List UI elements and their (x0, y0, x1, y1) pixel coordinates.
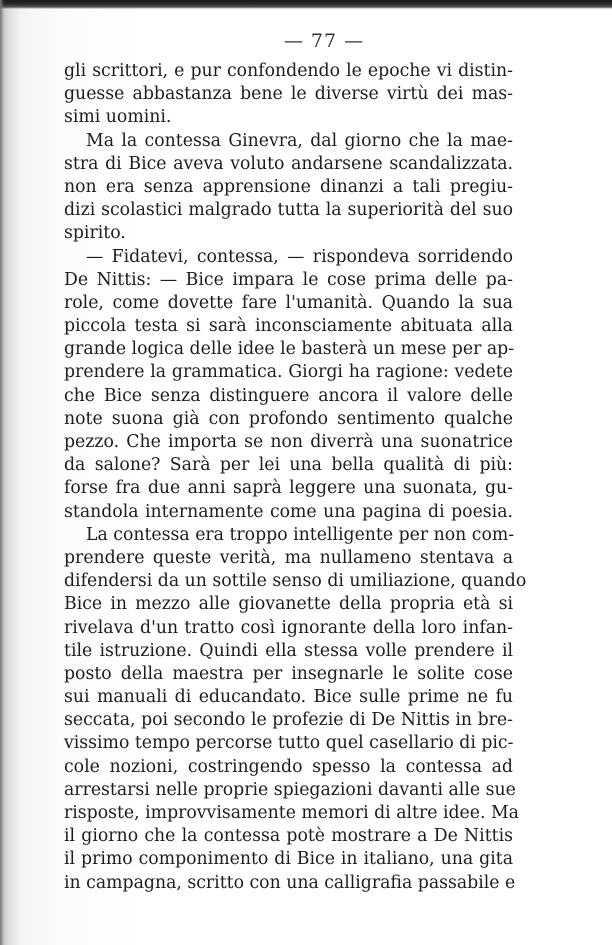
text-line: prendere queste verità, ma nullameno stentava a (64, 547, 513, 568)
text-line: arrestarsi nelle proprie spiegazioni davanti alle sue (64, 779, 516, 800)
text-line: grande logica delle idee le basterà un mese per ap- (64, 339, 515, 360)
text-line: in campagna, scritto con una calligrafia passabile e (64, 872, 516, 893)
text-line: dizi scolastici malgrado tutta la superiorità del suo (64, 200, 513, 221)
text-line: Bice in mezzo alle giovanette della propria età si (64, 594, 513, 615)
text-line: simi uomini. (64, 107, 172, 128)
page-binding-edge (0, 0, 4, 945)
text-line: La contessa era troppo intelligente per non com- (86, 524, 515, 545)
text-line: gli scrittori, e pur confondendo le epoche vi distin- (64, 61, 513, 81)
text-line: guesse abbastanza bene le diverse virtù dei mas- (64, 84, 513, 105)
paragraph (64, 524, 527, 895)
paragraph (64, 130, 513, 246)
body-text (64, 60, 527, 895)
text-line: da salone? Sarà per lei una bella qualità di più: (64, 455, 513, 476)
text-line: role, come dovette fare l'umanità. Quando la sua (64, 292, 513, 313)
text-line: forse fra due anni saprà leggere una suonata, gu- (64, 478, 513, 499)
text-line: — Fidatevi, contessa, — rispondeva sorridendo (86, 246, 513, 267)
text-line: De Nittis: — Bice impara le cose prima delle pa- (64, 269, 513, 290)
text-line: pezzo. Che importa se non diverrà una suonatrice (64, 432, 513, 452)
paragraph (64, 246, 513, 524)
text-line: difendersi da un sottile senso di umiliazione, quando (64, 571, 527, 592)
text-line: che Bice senza distinguere ancora il valore delle (64, 385, 513, 406)
text-line: rivelava d'un tratto così ignorante della loro infan- (64, 617, 513, 638)
text-line: tile istruzione. Quindi ella stessa volle prendere il (64, 640, 513, 661)
text-line: note suona già con profondo sentimento qualche (64, 408, 513, 429)
text-line: non era senza apprensione dinanzi a tali pregiu- (64, 176, 513, 197)
page-number: — 77 — (283, 30, 365, 52)
page-top-edge (0, 0, 612, 9)
text-line: il giorno che la contessa potè mostrare a De Nittis (64, 826, 513, 847)
text-line: sui manuali di educandato. Bice sulle prime ne fu (64, 687, 513, 708)
text-line: piccola testa si sarà inconsciamente abituata alla (64, 316, 513, 337)
text-line: cole nozioni, costringendo spesso la contessa ad (64, 756, 513, 777)
text-line: posto della maestra per insegnarle le solite cose (64, 663, 513, 684)
paragraph (64, 60, 513, 130)
text-line: Ma la contessa Ginevra, dal giorno che la mae- (86, 130, 513, 151)
text-line: stra di Bice aveva voluto andarsene scandalizzata. (64, 153, 513, 174)
text-line: il primo componimento di Bice in italiano, una gita (64, 849, 513, 870)
text-line: vissimo tempo percorse tutto quel casellario di pic- (64, 733, 514, 754)
text-line: seccata, poi secondo le profezie di De Nittis in bre- (64, 710, 513, 731)
text-line: risposte, improvvisamente memori di altre idee. Ma (64, 803, 519, 823)
text-line: spirito. (64, 223, 126, 244)
text-line: prendere la grammatica. Giorgi ha ragione: vedete (64, 362, 513, 383)
text-line: standola internamente come una pagina di poesia. (64, 501, 513, 522)
